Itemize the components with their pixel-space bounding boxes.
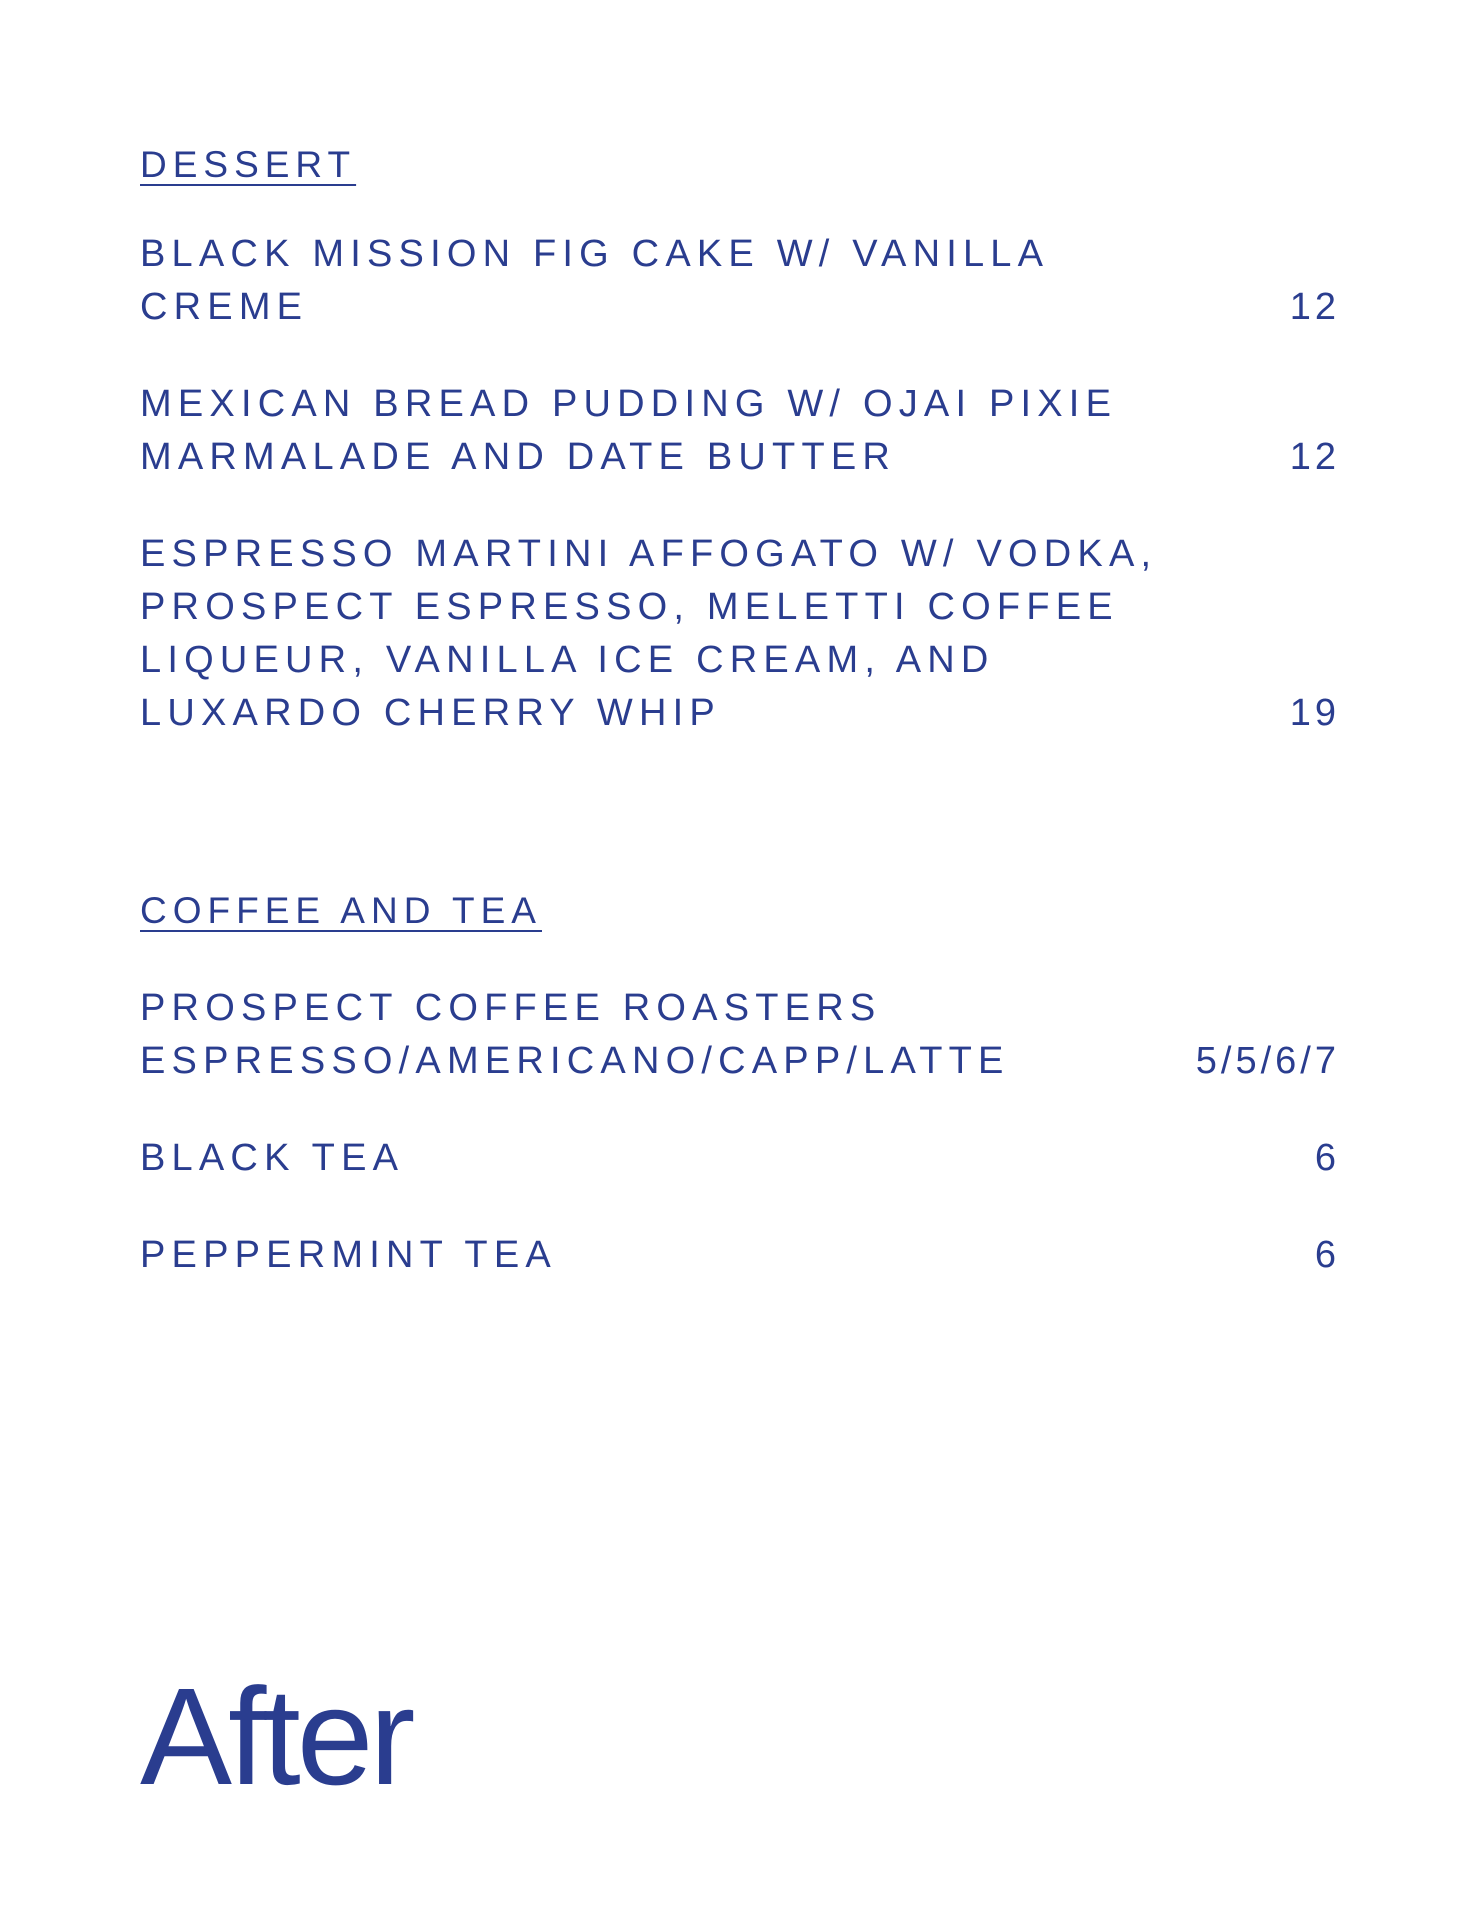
menu-item-price: 12: [1289, 286, 1340, 328]
after-logo: After: [140, 1660, 412, 1814]
menu-item-price: 6: [1314, 1137, 1340, 1179]
menu-item-peppermint-tea: [140, 1229, 1340, 1282]
section-heading-dessert: DESSERT: [140, 144, 357, 185]
menu-item-prospect-coffee: [140, 982, 1340, 1088]
menu-item-name: BLACK TEA: [140, 1137, 405, 1179]
menu-item-name: PROSPECT COFFEE ROASTERS ESPRESSO/AMERICANO/CAPP/LATTE: [140, 987, 1010, 1082]
menu-item-fig-cake: [140, 228, 1340, 334]
menu-item-name: ESPRESSO MARTINI AFFOGATO W/ VODKA, PROSPECT ESPRESSO, MELETTI COFFEE LIQUEUR, VANILLA ICE CREAM, AND LUXARDO CHERRY WHIP: [140, 533, 1158, 734]
menu-item-price: 12: [1289, 436, 1340, 478]
menu-item-black-tea: [140, 1132, 1340, 1185]
menu-item-price: 6: [1314, 1234, 1340, 1276]
menu-item-affogato: [140, 528, 1340, 740]
menu-item-name: PEPPERMINT TEA: [140, 1234, 557, 1276]
menu-item-name: MEXICAN BREAD PUDDING W/ OJAI PIXIE MARMALADE AND DATE BUTTER: [140, 383, 1118, 478]
menu-item-bread-pudding: [140, 378, 1340, 484]
section-heading-coffee-and-tea: COFFEE AND TEA: [140, 890, 542, 931]
menu-item-price: 5/5/6/7: [1195, 1040, 1340, 1082]
menu-page: [140, 0, 1340, 1920]
menu-item-name: BLACK MISSION FIG CAKE W/ VANILLA CREME: [140, 233, 1050, 328]
menu-item-price: 19: [1289, 692, 1340, 734]
